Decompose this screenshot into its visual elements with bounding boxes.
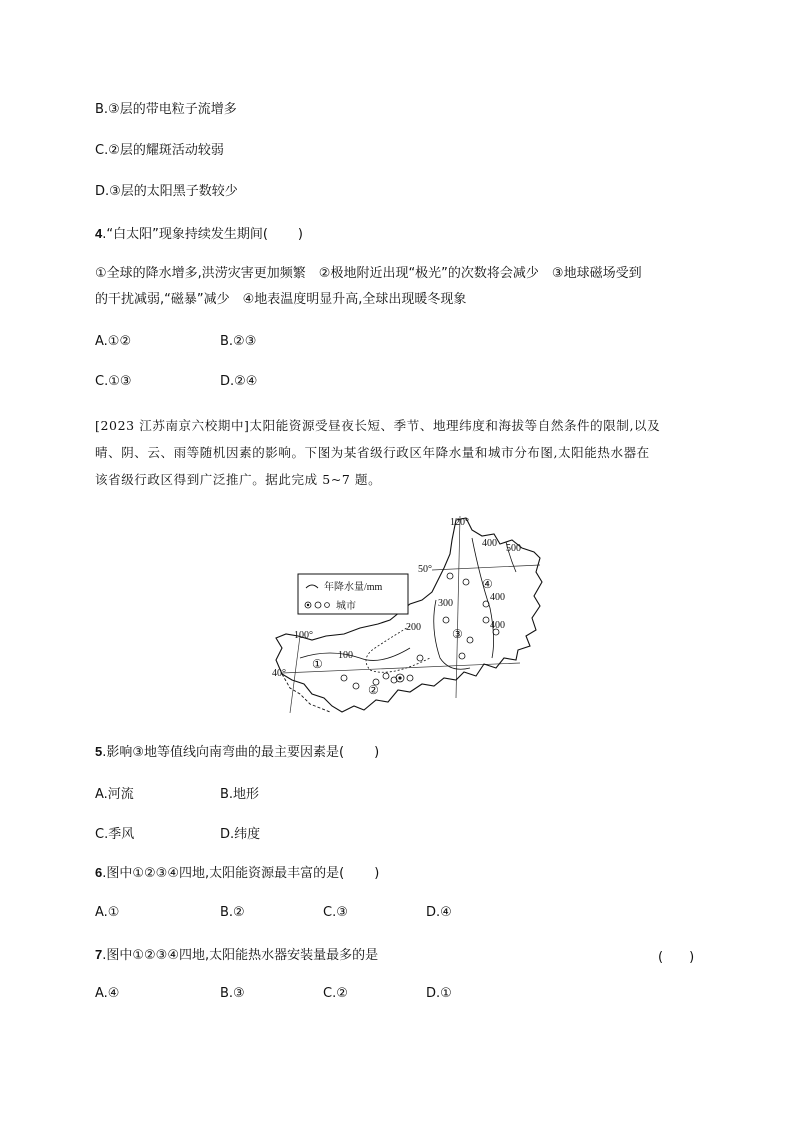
label-iso-200: 200 (406, 622, 421, 633)
meridian-100 (290, 636, 300, 713)
label-iso-400-top: 400 (482, 538, 497, 549)
label-lat-40: 40° (272, 668, 286, 679)
q5-option-c: C.季风 (95, 827, 135, 842)
label-iso-400-mid: 400 (490, 592, 505, 603)
q6-number: 6 (95, 865, 103, 880)
city-marker (443, 617, 449, 623)
label-lon-120: 120° (450, 517, 469, 528)
q6-option-a: A.① (95, 905, 120, 920)
q4-statements-line2: 的干扰减弱,“磁暴”减少 ④地表温度明显升高,全球出现暖冬现象 (95, 292, 467, 307)
q7-option-a: A.④ (95, 986, 120, 1001)
q6-stem-text: .图中①②③④四地,太阳能资源最丰富的是( (102, 866, 345, 881)
city-marker (407, 675, 413, 681)
q6-stem-close: ) (374, 866, 380, 881)
label-lat-50: 50° (418, 564, 432, 575)
city-marker (463, 579, 469, 585)
city-marker (459, 653, 465, 659)
label-iso-500: 500 (506, 543, 521, 554)
southern-boundary (282, 674, 330, 712)
q7-option-b: B.③ (220, 986, 245, 1001)
q3-option-d: D.③层的太阳黑子数较少 (95, 184, 238, 199)
q4-option-c: C.①③ (95, 374, 132, 389)
q7-stem-text: .图中①②③④四地,太阳能热水器安装量最多的是 (102, 948, 379, 963)
intro-line2: 晴、阴、云、雨等随机因素的影响。下图为某省级行政区年降水量和城市分布图,太阳能热水器在 (95, 445, 650, 460)
city-marker (353, 683, 359, 689)
legend-capital-symbol-dot (307, 604, 309, 606)
q5-option-a: A.河流 (95, 787, 134, 802)
q6-option-d: D.④ (426, 905, 452, 920)
city-marker (483, 617, 489, 623)
q5-number: 5 (95, 744, 103, 759)
label-iso-400-low: 400 (490, 620, 505, 631)
q4-option-a: A.①② (95, 334, 132, 349)
q4-option-d: D.②④ (220, 374, 258, 389)
q3-option-b: B.③层的带电粒子流增多 (95, 102, 237, 117)
q4-statements-line1: ①全球的降水增多,洪涝灾害更加频繁 ②极地附近出现“极光”的次数将会减少 ③地球磁场受到 (95, 266, 642, 281)
legend-city-label: 城市 (336, 601, 356, 612)
q5-option-b: B.地形 (220, 787, 260, 802)
city-marker (383, 673, 389, 679)
q4-stem-close: ) (297, 227, 303, 242)
parallel-50 (432, 565, 540, 570)
q5-stem-close: ) (374, 745, 380, 760)
capital-marker-dot (398, 676, 401, 679)
province-outline (276, 518, 542, 712)
q5-stem (95, 743, 379, 762)
city-marker (483, 601, 489, 607)
q7-stem (95, 946, 378, 965)
q7-option-d: D.① (426, 986, 452, 1001)
city-marker (447, 573, 453, 579)
q4-option-b: B.②③ (220, 334, 257, 349)
city-marker (467, 637, 473, 643)
q7-option-c: C.② (323, 986, 348, 1001)
city-marker (341, 675, 347, 681)
q7-number: 7 (95, 947, 103, 962)
q6-stem (95, 864, 379, 883)
label-iso-300: 300 (438, 598, 453, 609)
q4-stem (95, 225, 303, 244)
q6-option-b: B.② (220, 905, 245, 920)
meridian-120 (456, 516, 460, 698)
label-region-3: ③ (452, 627, 463, 641)
intro-line1: [2023 江苏南京六校期中]太阳能资源受昼夜长短、季节、地理纬度和海拔等自然条件的限制,以及 (95, 418, 661, 433)
legend-isoline-label: 年降水量/mm (324, 582, 383, 593)
city-marker (417, 655, 423, 661)
q4-stem-text: .“白太阳”现象持续发生期间( (102, 227, 268, 242)
q5-option-d: D.纬度 (220, 827, 261, 842)
q7-answer-paren: ( ) (658, 950, 695, 965)
q6-option-c: C.③ (323, 905, 348, 920)
q3-option-c: C.②层的耀斑活动较弱 (95, 143, 224, 158)
precipitation-city-map (260, 508, 550, 718)
label-lon-100: 100° (294, 630, 313, 641)
q4-number: 4 (95, 226, 103, 241)
q5-stem-text: .影响③地等值线向南弯曲的最主要因素是( (102, 745, 345, 760)
label-region-2: ② (368, 683, 379, 697)
label-iso-100: 100 (338, 650, 353, 661)
label-region-4: ④ (482, 577, 493, 591)
label-region-1: ① (312, 657, 323, 671)
intro-line3: 该省级行政区得到广泛推广。据此完成 5~7 题。 (95, 472, 382, 487)
